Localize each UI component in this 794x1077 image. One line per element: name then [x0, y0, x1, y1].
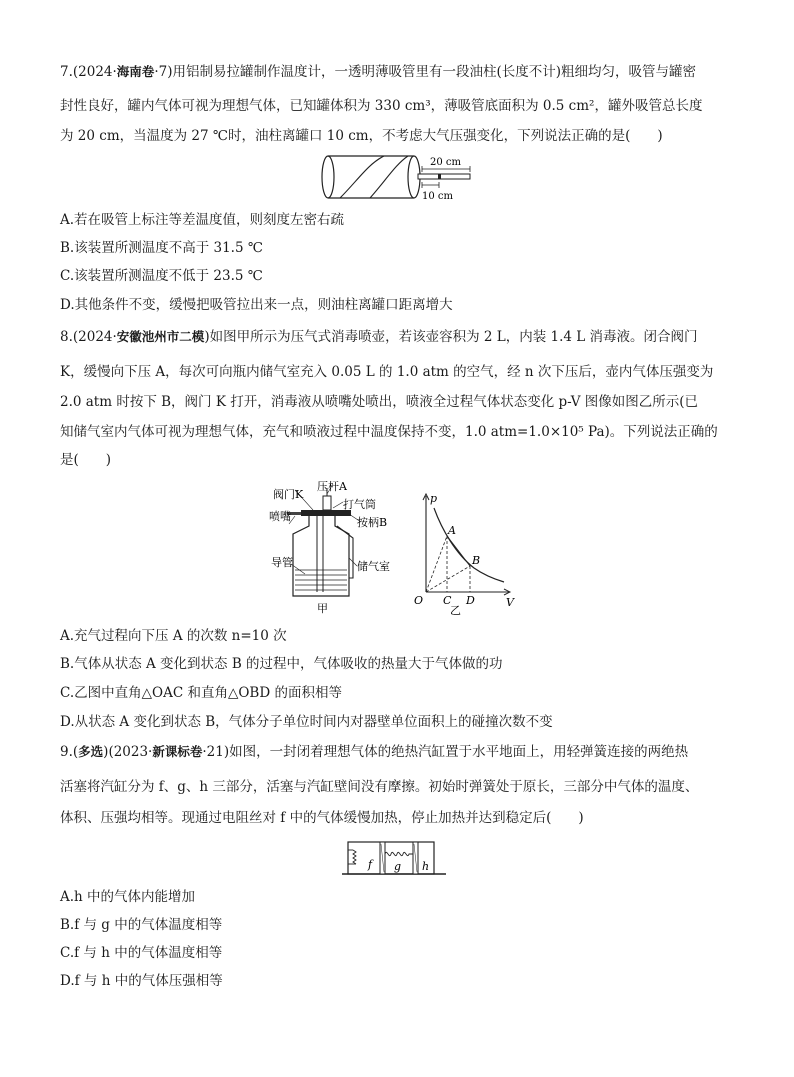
q8-caption-yi: 乙: [450, 604, 461, 615]
q8-source: 安徽池州市二模: [116, 329, 205, 344]
q8-stem-line-3: 2.0 atm 时按下 B，阀门 K 打开，消毒液从喷嘴处喷出，喷液全过程气体状态变化 p-V 图像如图乙所示(已: [60, 394, 699, 410]
q7-stem-line-1: 7.(2024·海南卷·7)用铝制易拉罐制作温度计，一透明薄吸管里有一段油柱(长度不计)粗细均匀，吸管与罐密: [60, 64, 696, 80]
q9-label-h: h: [422, 860, 430, 873]
q8-graph-point-d: D: [466, 594, 475, 607]
q7-option-b[interactable]: B.该装置所测温度不高于 31.5 ℃: [60, 240, 263, 256]
q9-option-a[interactable]: A.h 中的气体内能增加: [60, 889, 196, 905]
q8-graph-point-c: C: [443, 594, 452, 607]
q8-caption-jia: 甲: [317, 602, 328, 615]
q8-option-c[interactable]: C.乙图中直角△OAC 和直角△OBD 的面积相等: [60, 685, 342, 701]
q9-source: 新课标卷: [152, 744, 203, 759]
q8-graph-origin: O: [414, 594, 424, 607]
q7-option-a[interactable]: A.若在吸管上标注等差温度值，则刻度左密右疏: [60, 212, 345, 228]
q7-label-10cm: 10 cm: [422, 191, 453, 202]
q7-can-figure: [318, 150, 478, 204]
q7-option-d[interactable]: D.其他条件不变，缓慢把吸管拉出来一点，则油柱离罐口距离增大: [60, 297, 453, 313]
q9-stem-line-2: 活塞将汽缸分为 f、g、h 三部分，活塞与汽缸壁间没有摩擦。初始时弹簧处于原长，三部分中气体的温度、: [60, 779, 699, 795]
q8-graph-axis-v: V: [506, 596, 514, 609]
q8-spray-bottle-figure: [265, 478, 405, 616]
q9-option-d[interactable]: D.f 与 h 中的气体压强相等: [60, 973, 223, 989]
q9-label-g: g: [394, 860, 402, 873]
q8-label-tube: 导管: [271, 556, 293, 569]
q8-stem-line-2: K，缓慢向下压 A，每次可向瓶内储气室充入 0.05 L 的 1.0 atm 的空气，经 n 次下压后，壶内气体压强变为: [60, 364, 714, 380]
q9-option-b[interactable]: B.f 与 g 中的气体温度相等: [60, 917, 223, 933]
q8-label-nozzle: 喷嘴: [269, 510, 291, 523]
q8-label-button: 按柄B: [357, 516, 388, 529]
q8-stem-line-5: 是( ): [60, 452, 112, 468]
q8-graph-axis-p: p: [430, 492, 438, 505]
q8-option-a[interactable]: A.充气过程向下压 A 的次数 n=10 次: [60, 628, 287, 644]
q7-source: 海南卷: [116, 64, 155, 79]
q7-label-20cm: 20 cm: [430, 157, 461, 168]
q9-cylinder-figure: [340, 838, 448, 878]
q7-stem-line-2: 封性良好，罐内气体可视为理想气体，已知罐体积为 330 cm³，薄吸管底面积为 0.5 cm²，罐外吸管总长度: [60, 98, 703, 114]
q9-stem-line-3: 体积、压强均相等。现通过电阻丝对 f 中的气体缓慢加热，停止加热并达到稳定后( ): [60, 810, 584, 826]
q7-stem-line-3: 为 20 cm，当温度为 27 ℃时，油柱离罐口 10 cm，不考虑大气压强变化，下列说法正确的是( ): [60, 128, 663, 144]
q8-label-chamber: 储气室: [357, 560, 390, 573]
q8-label-rod: 压杆A: [317, 480, 347, 493]
q8-pv-graph: [410, 490, 520, 615]
q8-graph-point-b: B: [472, 554, 481, 567]
q9-stem-line-1: 9.(多选)(2023·新课标卷·21)如图，一封闭着理想气体的绝热汽缸置于水平地面上，用轻弹簧连接的两绝热: [60, 744, 689, 760]
q8-option-d[interactable]: D.从状态 A 变化到状态 B，气体分子单位时间内对器壁单位面积上的碰撞次数不变: [60, 714, 553, 730]
q8-label-valve: 阀门K: [273, 488, 304, 501]
q8-graph-point-a: A: [448, 524, 456, 537]
q9-multi-tag: 多选: [78, 744, 104, 759]
q8-stem-line-4: 知储气室内气体可视为理想气体，充气和喷液过程中温度保持不变，1.0 atm=1.0×10⁵ Pa)。下列说法正确的: [60, 424, 718, 440]
q9-label-f: f: [368, 858, 373, 871]
q8-label-pump: 打气筒: [343, 498, 376, 511]
q9-option-c[interactable]: C.f 与 h 中的气体温度相等: [60, 945, 223, 961]
q8-stem-line-1: 8.(2024·安徽池州市二模)如图甲所示为压气式消毒喷壶，若该壶容积为 2 L，内装 1.4 L 消毒液。闭合阀门: [60, 329, 698, 345]
q7-option-c[interactable]: C.该装置所测温度不低于 23.5 ℃: [60, 268, 263, 284]
q8-option-b[interactable]: B.气体从状态 A 变化到状态 B 的过程中，气体吸收的热量大于气体做的功: [60, 656, 503, 672]
